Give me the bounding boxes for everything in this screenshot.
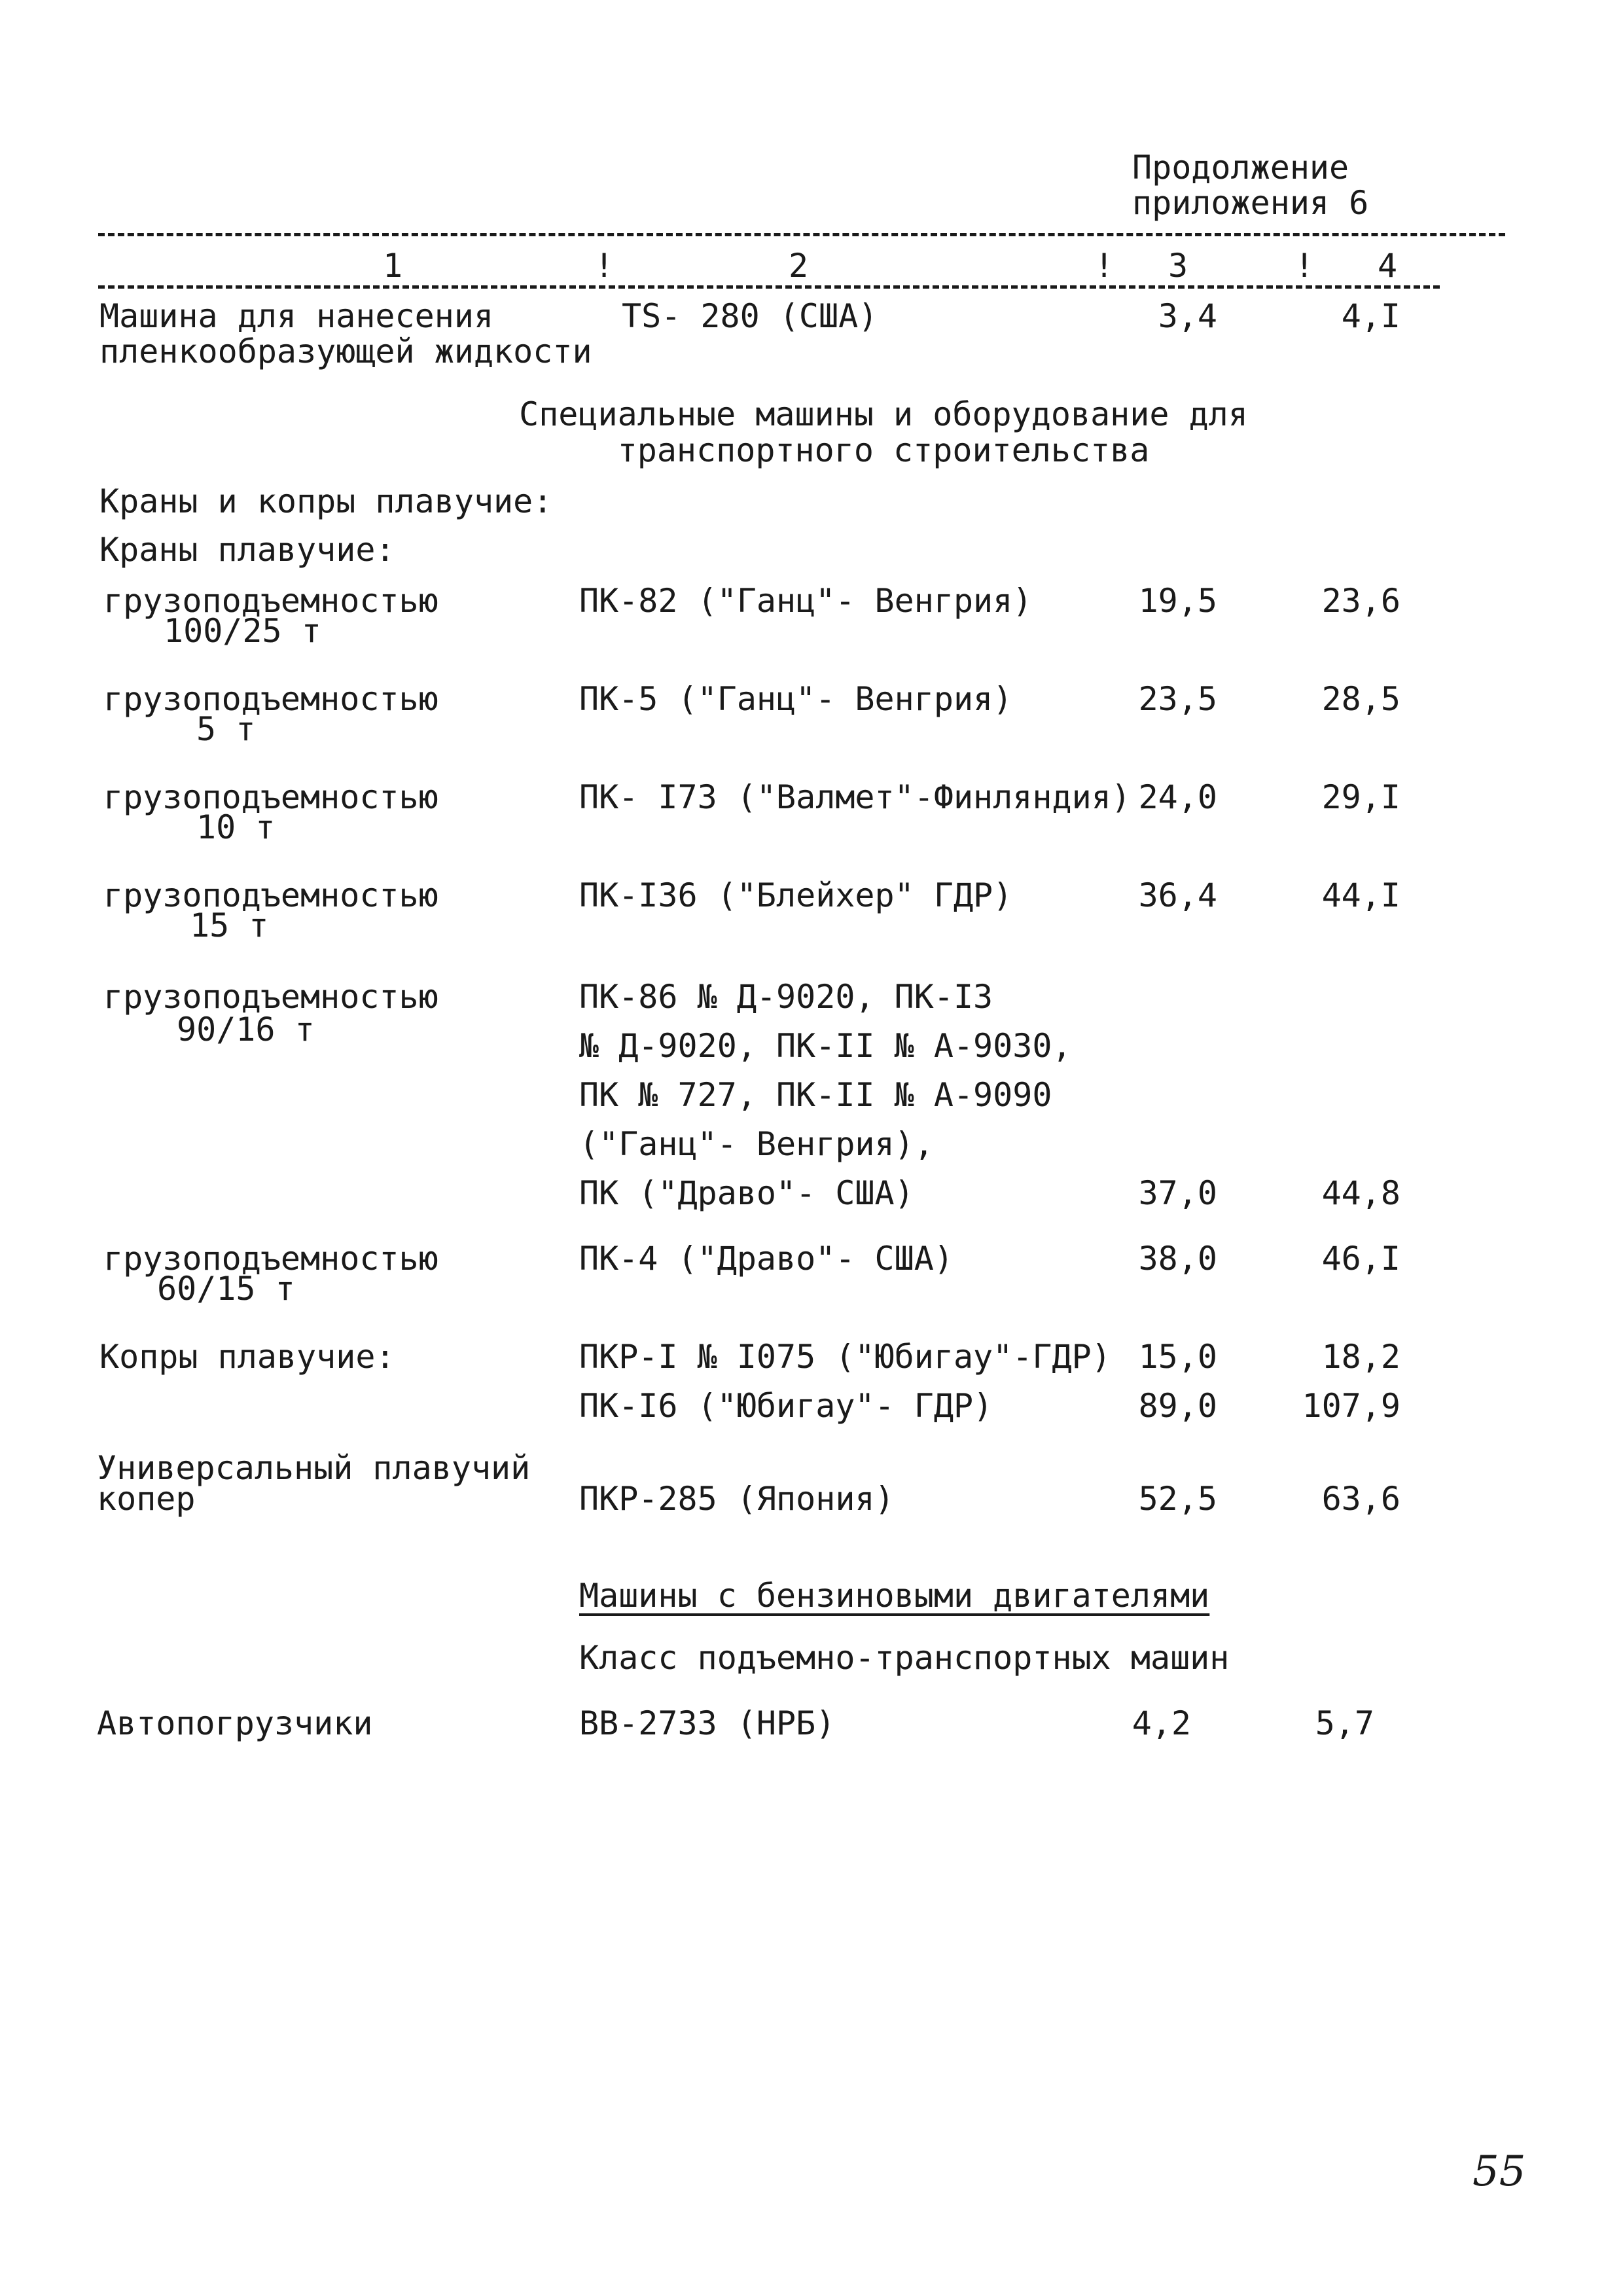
header-bottom-rule: [98, 285, 1440, 289]
universal-col3: 52,5: [1138, 1480, 1217, 1518]
pile-driver-1-col3: 15,0: [1138, 1338, 1217, 1376]
crane-1-name: грузоподъемностью: [103, 582, 438, 620]
row-film-col3: 3,4: [1158, 297, 1217, 335]
crane-2-col4: 28,5: [1321, 680, 1400, 718]
row-film-model: TS- 280 (США): [622, 297, 878, 335]
crane-2-model: ПК-5 ("Ганц"- Венгрия): [579, 680, 1013, 718]
crane-3-col3: 24,0: [1138, 778, 1217, 816]
crane-1-col4: 23,6: [1321, 582, 1400, 620]
crane-1-model: ПК-82 ("Ганц"- Венгрия): [579, 582, 1033, 620]
group-cranes-heading: Краны плавучие:: [99, 531, 395, 569]
crane-multi-col3: 37,0: [1138, 1174, 1217, 1212]
row-film-col4: 4,I: [1341, 297, 1400, 335]
crane-4-name: грузоподъемностью: [103, 876, 438, 914]
crane-1-col3: 19,5: [1138, 582, 1217, 620]
crane-last-col4: 46,I: [1321, 1240, 1400, 1278]
pile-driver-2-col3: 89,0: [1138, 1387, 1217, 1425]
crane-3-col4: 29,I: [1321, 778, 1400, 816]
col-header-1: 1: [382, 247, 403, 285]
crane-2-capacity: 5 т: [196, 710, 256, 748]
crane-last-model: ПК-4 ("Драво"- США): [579, 1240, 954, 1278]
crane-4-col4: 44,I: [1321, 876, 1400, 914]
continuation-label-line2: приложения 6: [1132, 184, 1369, 222]
crane-1-capacity: 100/25 т: [164, 612, 321, 650]
pile-driver-1-col4: 18,2: [1321, 1338, 1400, 1376]
universal-name-line1: Универсальный плавучий: [97, 1449, 531, 1487]
crane-multi-model-line2: № Д-9020, ПК-II № А-9030,: [579, 1027, 1072, 1065]
crane-2-col3: 23,5: [1138, 680, 1217, 718]
section-special-line2: транспортного строительства: [617, 431, 1150, 469]
col-header-4: 4: [1377, 247, 1398, 285]
pile-driver-2-col4: 107,9: [1302, 1387, 1400, 1425]
crane-3-name: грузоподъемностью: [103, 778, 438, 816]
forklift-model: ВВ-2733 (НРБ): [579, 1704, 836, 1742]
crane-last-col3: 38,0: [1138, 1240, 1217, 1278]
crane-multi-capacity: 90/16 т: [177, 1011, 315, 1049]
pile-driver-1-model: ПКР-I № I075 ("Юбигау"-ГДР): [579, 1338, 1111, 1376]
pile-driver-2-model: ПК-I6 ("Юбигау"- ГДР): [579, 1387, 993, 1425]
forklift-col3: 4,2: [1132, 1704, 1191, 1742]
row-film-name-line1: Машина для нанесения: [99, 297, 494, 335]
section-petrol-heading: Машины с бензиновыми двигателями: [579, 1577, 1210, 1615]
col-header-2: 2: [788, 247, 809, 285]
crane-multi-col4: 44,8: [1321, 1174, 1400, 1212]
col-separator-3: !: [1294, 247, 1315, 285]
forklift-name: Автопогрузчики: [97, 1704, 373, 1742]
crane-4-capacity: 15 т: [190, 906, 269, 944]
crane-4-col3: 36,4: [1138, 876, 1217, 914]
crane-multi-model-line1: ПК-86 № Д-9020, ПК-I3: [579, 978, 993, 1016]
col-header-3: 3: [1168, 247, 1188, 285]
forklift-col4: 5,7: [1315, 1704, 1374, 1742]
col-separator-2: !: [1094, 247, 1115, 285]
crane-multi-model-line3: ПК № 727, ПК-II № А-9090: [579, 1076, 1052, 1114]
crane-3-model: ПК- I73 ("Валмет"-Финляндия): [579, 778, 1131, 816]
col-separator-1: !: [594, 247, 615, 285]
universal-name-line2: копер: [97, 1480, 196, 1518]
crane-multi-name: грузоподъемностью: [103, 978, 438, 1016]
crane-3-capacity: 10 т: [196, 808, 276, 846]
crane-multi-model-line4: ("Ганц"- Венгрия),: [579, 1125, 934, 1163]
universal-col4: 63,6: [1321, 1480, 1400, 1518]
class-lifting-heading: Класс подъемно-транспортных машин: [579, 1639, 1230, 1677]
header-top-rule: [98, 233, 1505, 236]
pile-drivers-name: Копры плавучие:: [99, 1338, 395, 1376]
row-film-name-line2: пленкообразующей жидкости: [99, 332, 592, 370]
crane-4-model: ПК-I36 ("Блейхер" ГДР): [579, 876, 1013, 914]
group-floating-heading: Краны и копры плавучие:: [99, 482, 553, 520]
universal-model: ПКР-285 (Япония): [579, 1480, 895, 1518]
continuation-label-line1: Продолжение: [1132, 149, 1349, 187]
crane-multi-model-line5: ПК ("Драво"- США): [579, 1174, 914, 1212]
crane-2-name: грузоподъемностью: [103, 680, 438, 718]
crane-last-name: грузоподъемностью: [103, 1240, 438, 1278]
section-special-line1: Специальные машины и оборудование для: [519, 395, 1248, 433]
crane-last-capacity: 60/15 т: [157, 1270, 295, 1308]
page-number: 55: [1472, 2147, 1526, 2196]
